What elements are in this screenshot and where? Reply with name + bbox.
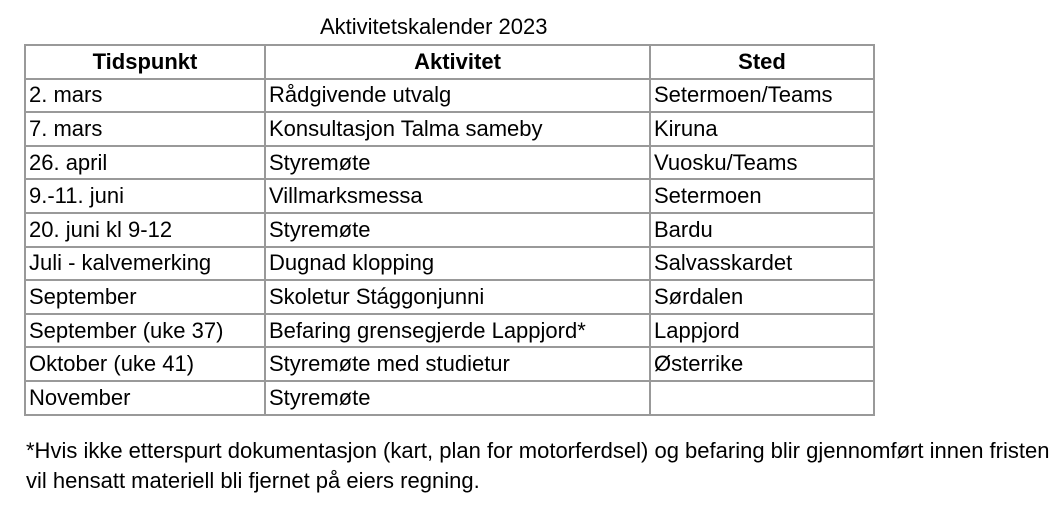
cell-activity: Styremøte <box>265 213 650 247</box>
cell-place: Setermoen <box>650 179 874 213</box>
cell-place: Lappjord <box>650 314 874 348</box>
cell-activity: Dugnad klopping <box>265 247 650 281</box>
column-header-place: Sted <box>650 45 874 79</box>
column-header-time: Tidspunkt <box>25 45 265 79</box>
table-row <box>25 280 874 314</box>
footnote: *Hvis ikke etterspurt dokumentasjon (kart, plan for motorferdsel) og befaring blir gjennomført innen fristen vil hensatt materiell bli fjernet på eiers regning. <box>26 438 1050 493</box>
cell-time: 9.-11. juni <box>25 179 265 213</box>
cell-place: Setermoen/Teams <box>650 79 874 113</box>
cell-time: September <box>25 280 265 314</box>
cell-activity: Rådgivende utvalg <box>265 79 650 113</box>
cell-activity: Skoletur Stággonjunni <box>265 280 650 314</box>
cell-activity: Villmarksmessa <box>265 179 650 213</box>
table-row <box>25 146 874 180</box>
cell-time: 2. mars <box>25 79 265 113</box>
cell-activity: Styremøte med studietur <box>265 347 650 381</box>
cell-activity: Styremøte <box>265 381 650 415</box>
cell-place <box>650 381 874 415</box>
cell-place: Sørdalen <box>650 280 874 314</box>
table-row <box>25 347 874 381</box>
cell-time: September (uke 37) <box>25 314 265 348</box>
table-row <box>25 213 874 247</box>
cell-place: Østerrike <box>650 347 874 381</box>
table-row <box>25 79 874 113</box>
cell-time: 7. mars <box>25 112 265 146</box>
cell-activity: Styremøte <box>265 146 650 180</box>
cell-time: Juli - kalvemerking <box>25 247 265 281</box>
cell-place: Kiruna <box>650 112 874 146</box>
table-row <box>25 247 874 281</box>
cell-time: 20. juni kl 9-12 <box>25 213 265 247</box>
table-caption: Aktivitetskalender 2023 <box>320 14 548 39</box>
table-row <box>25 381 874 415</box>
cell-place: Salvasskardet <box>650 247 874 281</box>
cell-place: Vuosku/Teams <box>650 146 874 180</box>
cell-time: 26. april <box>25 146 265 180</box>
activity-calendar-table <box>24 44 875 416</box>
table-row <box>25 179 874 213</box>
header-row <box>25 45 874 79</box>
cell-activity: Konsultasjon Talma sameby <box>265 112 650 146</box>
table-row <box>25 112 874 146</box>
cell-place: Bardu <box>650 213 874 247</box>
cell-activity: Befaring grensegjerde Lappjord* <box>265 314 650 348</box>
column-header-activity: Aktivitet <box>265 45 650 79</box>
cell-time: Oktober (uke 41) <box>25 347 265 381</box>
table-row <box>25 314 874 348</box>
cell-time: November <box>25 381 265 415</box>
